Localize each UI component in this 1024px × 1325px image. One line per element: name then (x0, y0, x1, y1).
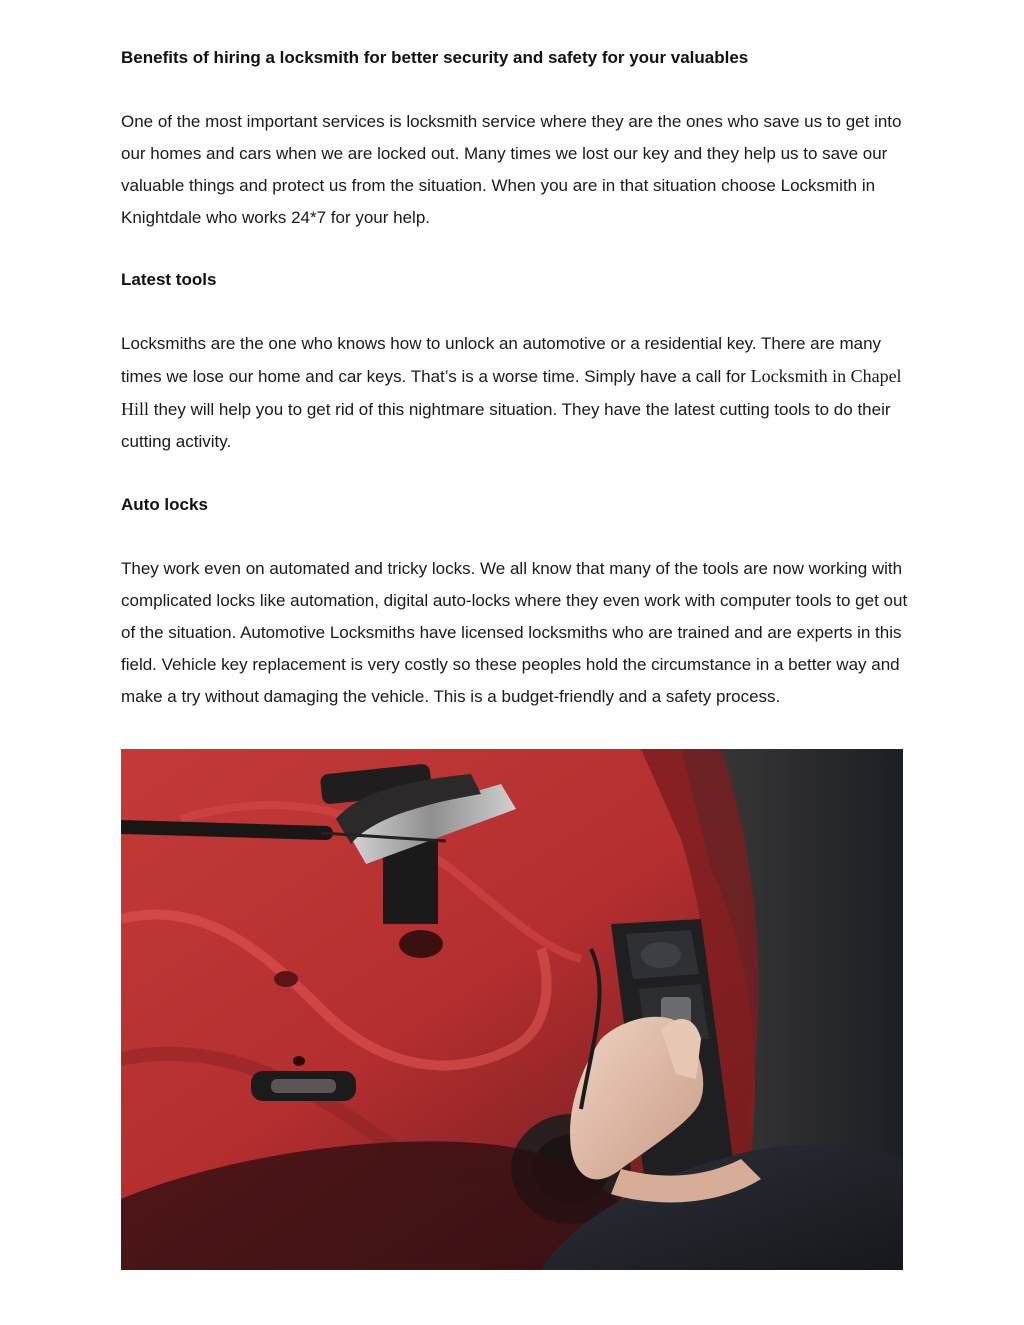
car-door-lock-photo (121, 749, 903, 1270)
latest-tools-paragraph (121, 328, 911, 458)
intro-paragraph: One of the most important services is locksmith service where they are the ones who save us to get into our homes and cars when we are locked out. Many times we lost our key and they help us to save our valuable things and protect us from the situation. When you are in that situation choose Locksmith in Knightdale who works 24*7 for your help. (121, 112, 902, 227)
article-title: Benefits of hiring a locksmith for better security and safety for your valuables (121, 48, 749, 67)
section-heading-auto-locks: Auto locks (121, 495, 208, 514)
latest-tools-text-after: they will help you to get rid of this nightmare situation. They have the latest cutting tools to do their cutting activity. (121, 400, 891, 451)
chapel-hill-link[interactable]: Locksmith in Chapel Hill (121, 366, 902, 419)
latest-tools-text-before: Locksmiths are the one who knows how to unlock an automotive or a residential key. There are many times we lose our home and car keys. That’s is a worse time. Simply have a call for (121, 334, 882, 386)
section-heading-latest-tools: Latest tools (121, 270, 217, 289)
auto-locks-paragraph: They work even on automated and tricky locks. We all know that many of the tools are now working with complicated locks like automation, digital auto-locks where they even work with computer tools to get out of the situation. Automotive Locksmiths have licensed locksmiths who are trained and are experts in this field. Vehicle key replacement is very costly so these peoples hold the circumstance in a better way and make a try without damaging the vehicle. This is a budget-friendly and a safety process. (121, 559, 908, 706)
